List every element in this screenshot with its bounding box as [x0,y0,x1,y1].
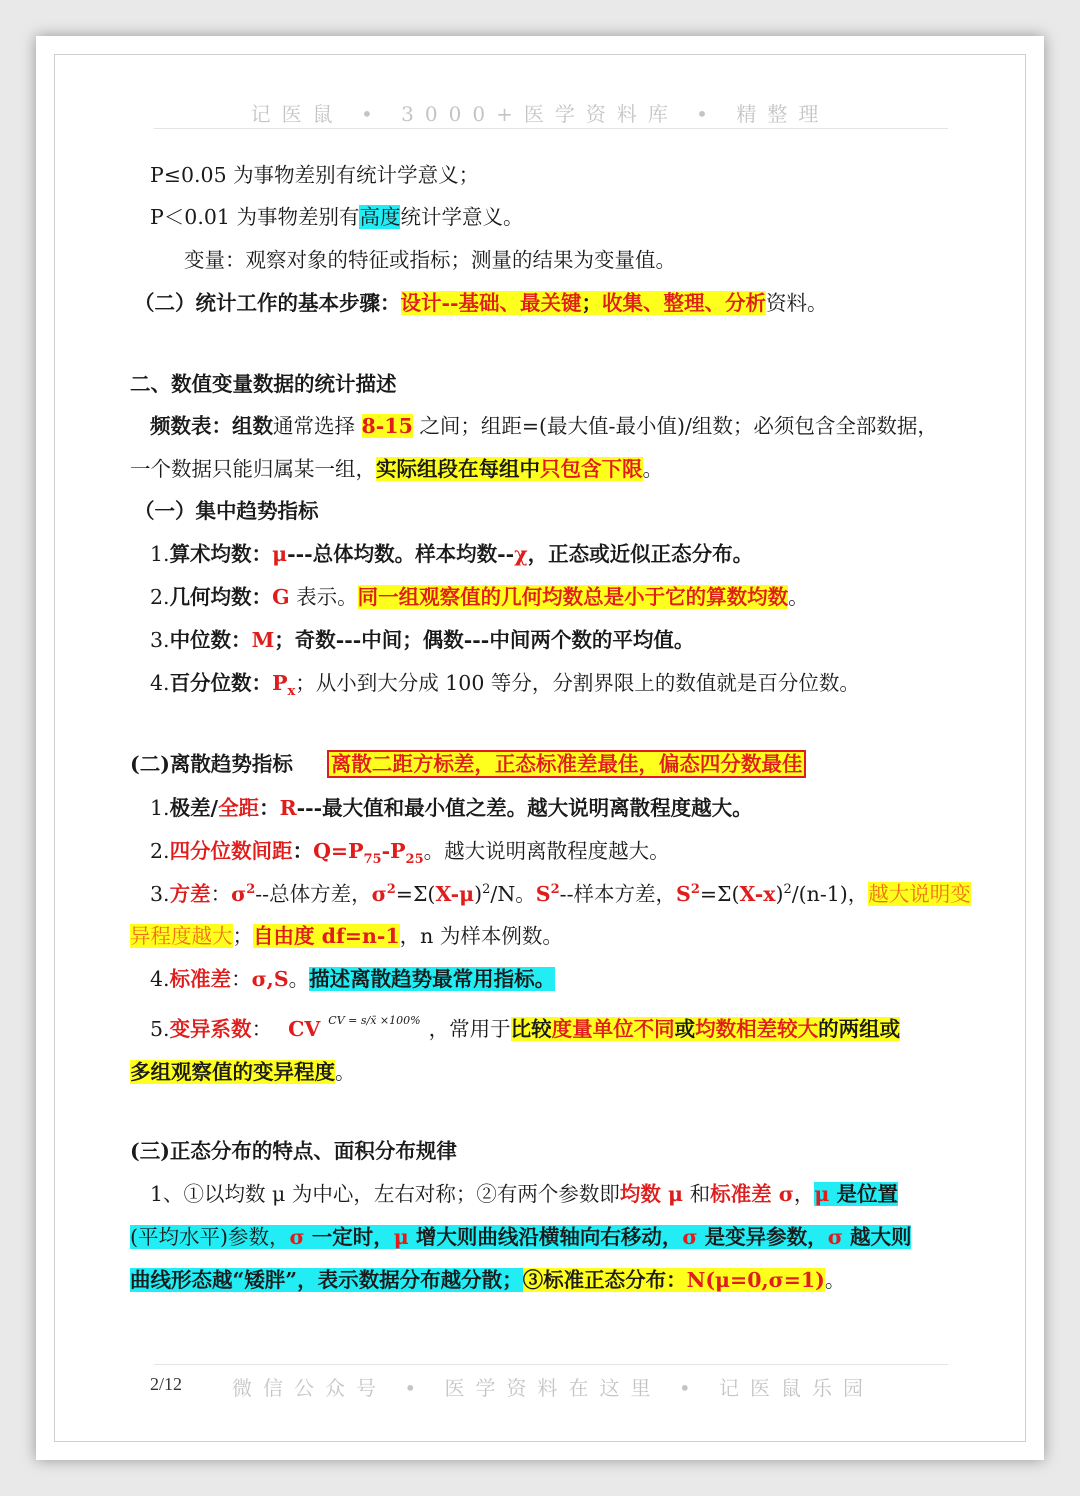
cv-formula: CV = s/x̄ ×100% [328,1014,421,1027]
section-steps: （二）统计工作的基本步骤：设计--基础、最关键；收集、整理、分析资料。 [134,291,828,315]
section-title-two: 二、数值变量数据的统计描述 [130,372,397,396]
highlight-gaodu: 高度 [359,205,401,229]
page-header: 记医鼠 • 3000+医学资料库 • 精整理 [250,102,830,126]
footer-divider [154,1364,948,1365]
header-divider [154,128,948,129]
item-arith-mean: 1.算术均数：μ---总体均数。样本均数--χ，正态或近似正态分布。 [150,542,754,566]
item-geo-mean: 2.几何均数：G 表示。同一组观察值的几何均数总是小于它的算数均数。 [150,585,809,609]
document-page [36,36,1044,1460]
normal-line-1: 1、①以均数 μ 为中心，左右对称；②有两个参数即均数 μ 和标准差 σ，μ 是位置 [150,1182,899,1206]
text-line-p001: P＜0.01 为事物差别有高度统计学意义。 [150,205,524,229]
subsection-central: （一）集中趋势指标 [134,499,319,523]
normal-line-2: (平均水平)参数，σ 一定时，μ 增大则曲线沿横轴向右移动，σ 是变异参数，σ 越大则 [130,1225,912,1249]
normal-line-3: 曲线形态越“矮胖”，表示数据分布越分散；③标准正态分布：N(μ=0,σ=1)。 [130,1268,846,1292]
item-iqr: 2.四分位数间距：$Q=P_{75}-P_{25}$。越大说明离散程度越大。 [150,839,670,868]
item-variance-cont: 异程度越大；自由度 df=n-1，n 为样本例数。 [130,924,563,948]
mnemonic-box: 离散二距方标差，正态标准差最佳，偏态四分数最佳 [327,750,807,778]
item-cv: 5.变异系数： CV CV = s/x̄ ×100% ，常用于比较度量单位不同或均数相差较大的两组或 [150,1014,901,1041]
text-line-group: 一个数据只能归属某一组，实际组段在每组中只包含下限。 [130,457,663,481]
subsection-normal: (三)正态分布的特点、面积分布规律 [130,1139,457,1163]
subsection-dispersion: (二)离散趋势指标 离散二距方标差，正态标准差最佳，偏态四分数最佳 [130,749,806,779]
text-line-freq-table: 频数表：组数通常选择 8-15 之间；组距=(最大值-最小值)/组数；必须包含全部数据， [150,414,938,438]
item-range: 1.极差/全距：R---最大值和最小值之差。越大说明离散程度越大。 [150,796,753,820]
text-line-p005: P≤0.05 为事物差别有统计学意义； [150,163,480,187]
text-line-variable: 变量：观察对象的特征或指标；测量的结果为变量值。 [184,248,676,272]
item-median: 3.中位数：M；奇数---中间；偶数---中间两个数的平均值。 [150,628,695,652]
item-variance: 3.方差：$\sigma^2--$总体方差，$\sigma^2=\Sigma(X-\mu)^2/N$。$S^2--$样本方差，$S^2=\Sigma(X-x)^2/(n-1)$，越大说明变 [150,882,971,906]
item-cv-cont: 多组观察值的变异程度。 [130,1060,356,1084]
item-percentile: 4.百分位数：$P_x$；从小到大分成 100 等分，分割界限上的数值就是百分位数。 [150,671,860,700]
page-number: 2/12 [150,1374,183,1394]
item-std: 4.标准差：σ,S。描述离散趋势最常用指标。 [150,967,556,991]
page-footer: 微信公众号 • 医学资料在这里 • 记医鼠乐园 [232,1376,875,1400]
